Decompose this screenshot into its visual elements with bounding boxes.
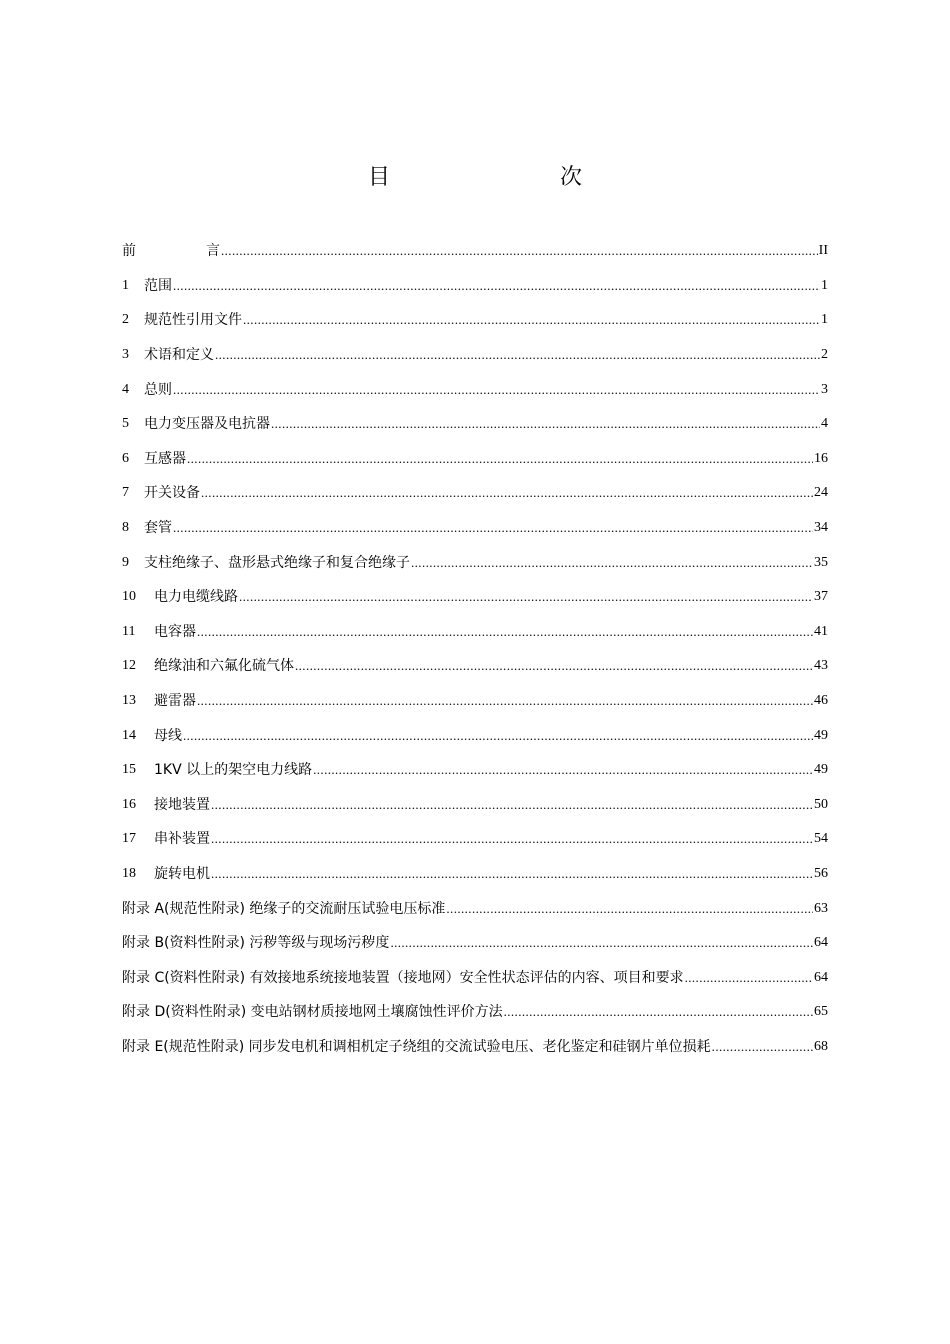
toc-leader-dots	[446, 900, 813, 918]
toc-entry-text: 前 言	[122, 243, 248, 260]
toc-leader-dots	[187, 450, 813, 468]
toc-entry-page: 4	[821, 416, 828, 432]
toc-entry-page: 46	[814, 693, 828, 709]
toc-entry-page: 65	[814, 1004, 828, 1020]
toc-entry-text: 互感器	[144, 450, 186, 467]
toc-title: 目 次	[367, 165, 624, 190]
toc-entry-number: 5	[122, 416, 129, 432]
toc-entry-page: 49	[814, 762, 828, 778]
toc-entry-appendix[interactable]	[122, 926, 828, 961]
toc-entry-number: 9	[122, 554, 129, 570]
toc-entry-appendix[interactable]	[122, 1030, 828, 1065]
toc-entry-page: 56	[814, 865, 828, 881]
toc-entry-text: 附录 E(规范性附录) 同步发电机和调相机定子绕组的交流试验电压、老化鉴定和硅钢片单位损耗	[122, 1038, 711, 1055]
toc-entry-text: 附录 D(资料性附录) 变电站钢材质接地网土壤腐蚀性评价方法	[122, 1004, 503, 1021]
toc-leader-dots	[243, 311, 820, 329]
toc-entry[interactable]	[122, 857, 828, 892]
toc-entry[interactable]	[122, 545, 828, 580]
toc-entry-page: 63	[814, 900, 828, 916]
toc-entry-text: 旋转电机	[154, 865, 210, 882]
toc-entry-text: 范围	[144, 277, 172, 294]
toc-entry-text: 电力电缆线路	[154, 589, 238, 606]
toc-leader-dots	[173, 519, 813, 537]
toc-entry-page: II	[818, 243, 828, 259]
toc-leader-dots	[685, 969, 813, 987]
toc-leader-dots	[211, 830, 813, 848]
toc-entry[interactable]	[122, 580, 828, 615]
toc-entry-text: 支柱绝缘子、盘形悬式绝缘子和复合绝缘子	[144, 554, 410, 571]
toc-entry[interactable]	[122, 476, 828, 511]
toc-leader-dots	[239, 588, 813, 606]
toc-entry-number: 1	[122, 277, 129, 293]
toc-entry-page: 37	[814, 589, 828, 605]
toc-leader-dots	[211, 796, 813, 814]
toc-entry-page: 64	[814, 969, 828, 985]
toc-entry-text: 套管	[144, 520, 172, 537]
toc-leader-dots	[390, 934, 813, 952]
toc-entry-text: 避雷器	[154, 693, 196, 710]
toc-entry-number: 3	[122, 347, 129, 363]
toc-entry-number: 8	[122, 520, 129, 536]
toc-entry-text: 接地装置	[154, 796, 210, 813]
toc-entry[interactable]	[122, 718, 828, 753]
toc-leader-dots	[215, 346, 820, 364]
toc-leader-dots	[295, 657, 813, 675]
toc-entry[interactable]	[122, 788, 828, 823]
toc-entry-text: 规范性引用文件	[144, 312, 242, 329]
toc-entry-page: 34	[814, 520, 828, 536]
toc-entry[interactable]	[122, 649, 828, 684]
toc-entry-number: 12	[122, 658, 136, 674]
toc-entry-number: 7	[122, 485, 129, 501]
toc-entry-number: 2	[122, 312, 129, 328]
toc-entry-text: 开关设备	[144, 485, 200, 502]
toc-entry-text: 电容器	[154, 623, 196, 640]
toc-entry-number: 16	[122, 796, 136, 812]
toc-leader-dots	[173, 277, 820, 295]
toc-entry[interactable]	[122, 511, 828, 546]
toc-leader-dots	[712, 1038, 813, 1056]
toc-entry-number: 17	[122, 831, 136, 847]
toc-leader-dots	[197, 692, 813, 710]
toc-entry[interactable]	[122, 615, 828, 650]
toc-entry-number: 4	[122, 381, 129, 397]
toc-entry[interactable]	[122, 822, 828, 857]
toc-leader-dots	[221, 242, 818, 260]
toc-entry-page: 3	[821, 381, 828, 397]
toc-leader-dots	[173, 381, 820, 399]
toc-entry[interactable]	[122, 442, 828, 477]
toc-entry-text: 母线	[154, 727, 182, 744]
toc-entry[interactable]	[122, 303, 828, 338]
toc-entry[interactable]	[122, 338, 828, 373]
toc-entry-page: 1	[821, 312, 828, 328]
toc-entry-text: 附录 C(资料性附录) 有效接地系统接地装置（接地网）安全性状态评估的内容、项目和要求	[122, 969, 684, 986]
toc-entry-page: 68	[814, 1038, 828, 1054]
toc-entry-page: 35	[814, 554, 828, 570]
toc-leader-dots	[183, 727, 813, 745]
toc-entry[interactable]	[122, 753, 828, 788]
toc-leader-dots	[313, 761, 813, 779]
toc-entry-text: 绝缘油和六氟化硫气体	[154, 658, 294, 675]
toc-entry-appendix[interactable]	[122, 960, 828, 995]
toc-entry[interactable]	[122, 372, 828, 407]
toc-leader-dots	[211, 865, 813, 883]
toc-entry-number: 13	[122, 693, 136, 709]
toc-entry-number: 15	[122, 762, 136, 778]
toc-leader-dots	[411, 554, 813, 572]
toc-entry[interactable]	[122, 407, 828, 442]
toc-entry-number: 10	[122, 589, 136, 605]
toc-entry-number: 14	[122, 727, 136, 743]
toc-entry-appendix[interactable]	[122, 891, 828, 926]
toc-entry-text: 1KV 以上的架空电力线路	[154, 762, 313, 779]
toc-leader-dots	[504, 1003, 813, 1021]
toc-leader-dots	[201, 484, 813, 502]
toc-entry-text: 附录 A(规范性附录) 绝缘子的交流耐压试验电压标准	[122, 900, 446, 917]
toc-entry-text: 附录 B(资料性附录) 污秽等级与现场污秽度	[122, 935, 390, 952]
toc-entry-page: 50	[814, 796, 828, 812]
toc-leader-dots	[197, 623, 813, 641]
toc-entry-page: 41	[814, 623, 828, 639]
toc-entry[interactable]	[122, 269, 828, 304]
toc-entry-number: 18	[122, 865, 136, 881]
toc-entry-page: 1	[821, 277, 828, 293]
toc-entry-page: 49	[814, 727, 828, 743]
toc-entry-appendix[interactable]	[122, 995, 828, 1030]
toc-entry-number: 6	[122, 450, 129, 466]
toc-entry-page: 24	[814, 485, 828, 501]
toc-entry-text: 串补装置	[154, 831, 210, 848]
toc-entry-number: 11	[122, 623, 136, 639]
toc-entry-page: 16	[814, 450, 828, 466]
toc-list	[122, 234, 828, 1064]
toc-entry-text: 术语和定义	[144, 347, 214, 364]
toc-entry-page: 54	[814, 831, 828, 847]
toc-entry-text: 总则	[144, 381, 172, 398]
toc-entry-page: 64	[814, 935, 828, 951]
toc-leader-dots	[271, 415, 820, 433]
toc-entry-page: 43	[814, 658, 828, 674]
toc-entry-page: 2	[821, 347, 828, 363]
toc-entry-preface[interactable]	[122, 234, 828, 269]
toc-entry-text: 电力变压器及电抗器	[144, 416, 270, 433]
toc-entry[interactable]	[122, 684, 828, 719]
